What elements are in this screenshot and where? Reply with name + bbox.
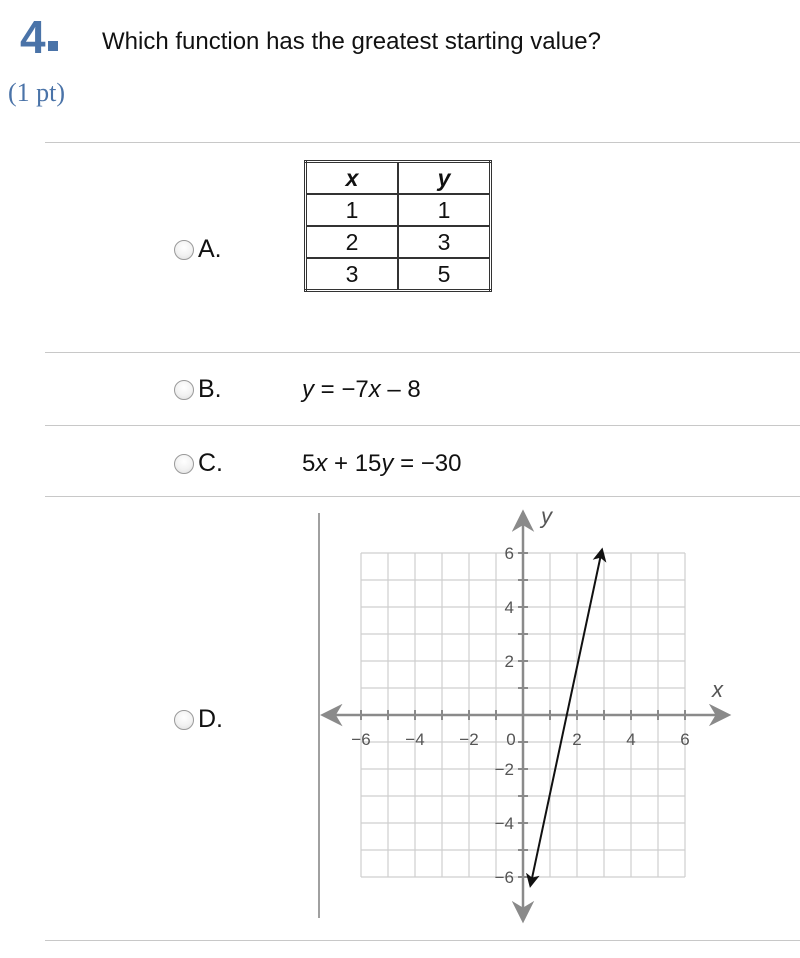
table-header-x: x: [306, 162, 399, 195]
option-c-letter: C.: [198, 449, 223, 477]
x-tick-label: −2: [459, 730, 479, 749]
option-b-letter: B.: [198, 375, 222, 403]
question-number: 4: [20, 14, 58, 60]
option-a-letter: A.: [198, 235, 222, 263]
table-cell: 3: [306, 258, 399, 291]
y-tick-label: 2: [504, 652, 514, 671]
option-c-equation: 5x + 15y = −30: [302, 450, 462, 477]
divider: [45, 940, 800, 941]
x-tick-label: 4: [626, 730, 636, 749]
table-cell: 1: [398, 194, 491, 226]
series-line: [531, 553, 601, 882]
x-tick-label: 0: [506, 730, 516, 749]
y-tick-label: −6: [494, 868, 514, 887]
y-tick-label: 6: [504, 544, 514, 563]
table-header-y: y: [398, 162, 491, 195]
question-prompt: Which function has the greatest starting value?: [102, 28, 601, 55]
option-b-equation: y = −7x – 8: [302, 376, 421, 403]
table-cell: 1: [306, 194, 399, 226]
x-tick-label: −6: [351, 730, 371, 749]
x-axis-label: x: [712, 677, 723, 702]
y-tick-label: −2: [494, 760, 514, 779]
x-tick-label: 2: [572, 730, 582, 749]
y-tick-label: 4: [504, 598, 514, 617]
option-d-letter: D.: [198, 705, 223, 733]
table-cell: 3: [398, 226, 491, 258]
x-tick-label: 6: [680, 730, 690, 749]
table-cell: 5: [398, 258, 491, 291]
x-tick-label: −4: [405, 730, 425, 749]
y-tick-label: −4: [494, 814, 514, 833]
question-points: (1 pt): [8, 78, 66, 107]
y-axis-label: y: [541, 503, 552, 529]
table-cell: 2: [306, 226, 399, 258]
